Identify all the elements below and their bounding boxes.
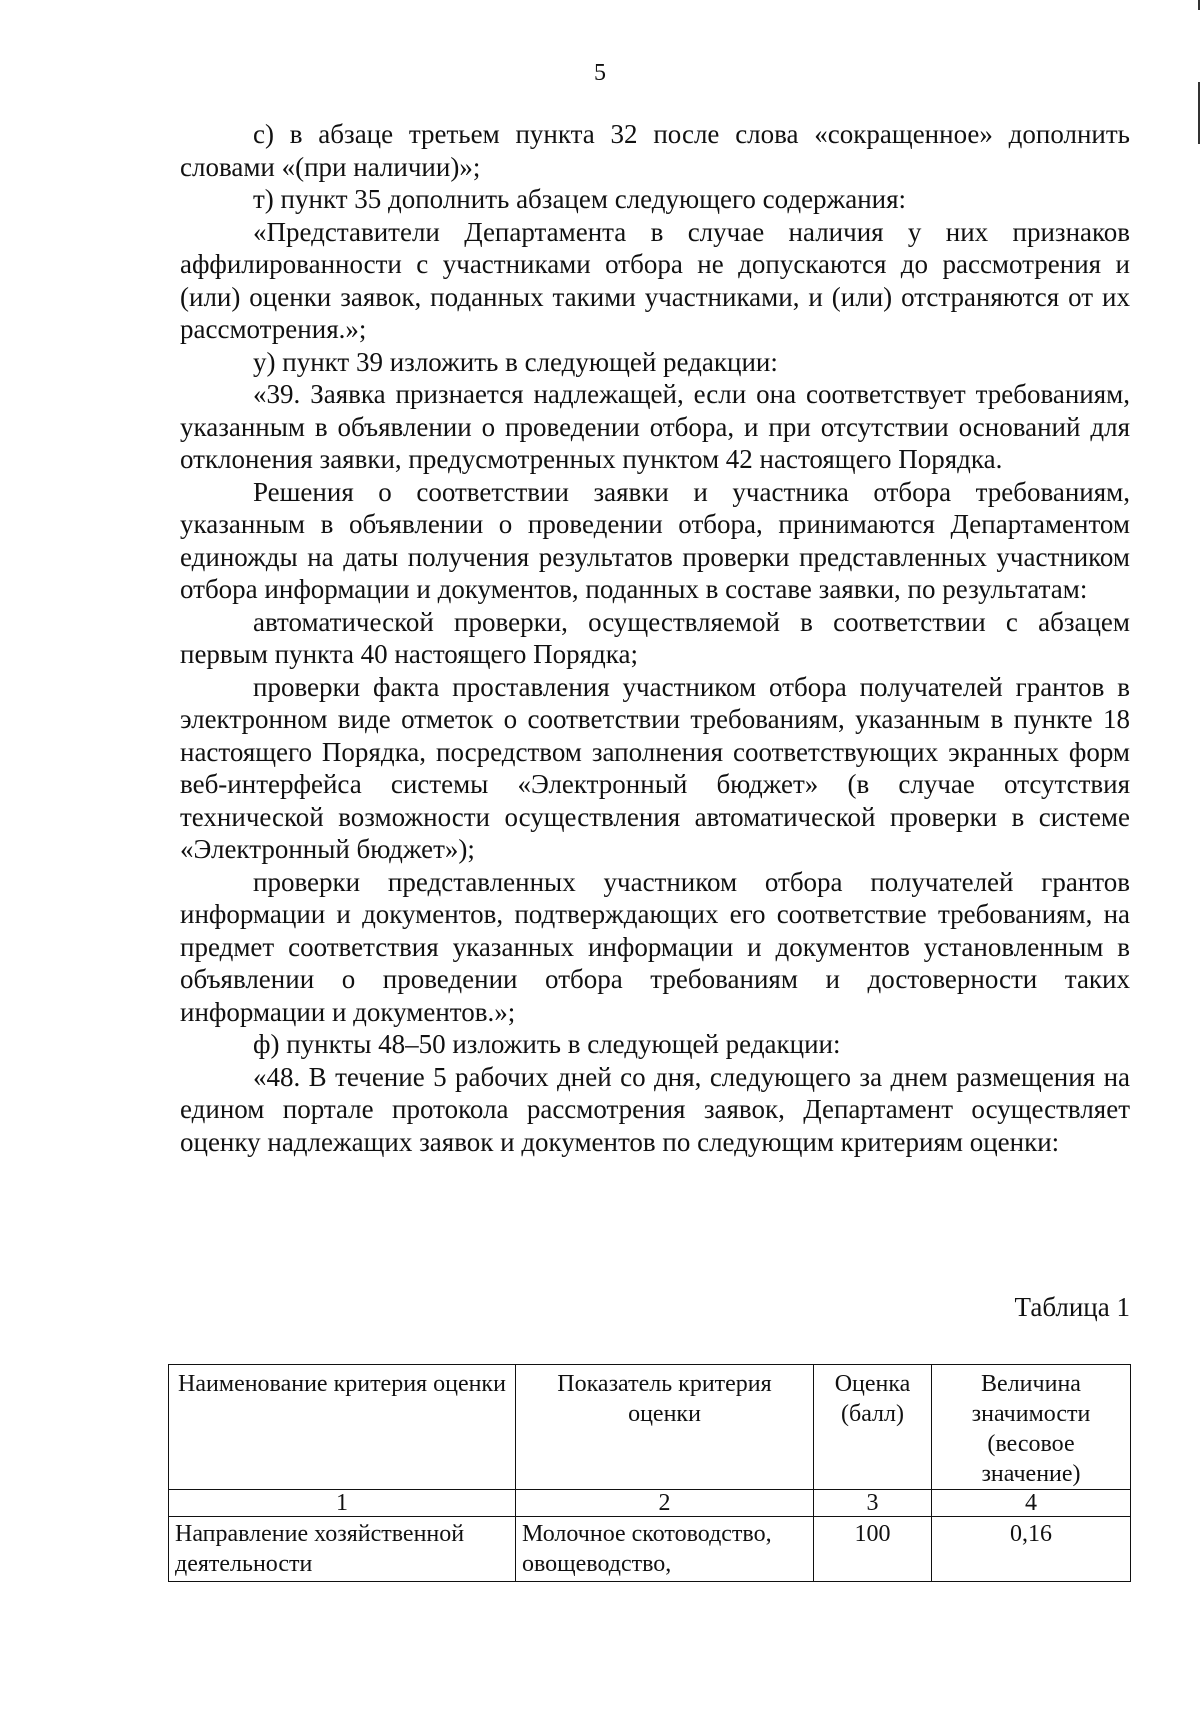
cell-criterion: Направление хозяйственной деятельности	[169, 1517, 516, 1582]
paragraph-documents-check: проверки представленных участником отбора получателей грантов информации и документов, подтверждающих его соответствие требованиям, на предмет соответствия указанных информации и документов установленным в объявлении о проведении отбора требованиям и достоверности таких информации и документов.»;	[180, 866, 1130, 1027]
paragraph-t-quote: «Представители Департамента в случае наличия у них признаков аффилированности с участниками отбора не допускаются до рассмотрения и (или) оценки заявок, поданных такими участниками, и (или) отстраняются от их рассмотрения.»;	[180, 216, 1130, 344]
table-caption: Таблица 1	[1014, 1292, 1130, 1322]
header-criterion-indicator: Показатель критерия оценки	[516, 1365, 814, 1490]
column-number-row	[169, 1490, 1131, 1517]
document-body	[180, 118, 1130, 1158]
paragraph-auto-check: автоматической проверки, осуществляемой в соответствии с абзацем первым пункта 40 настоящего Порядка;	[180, 606, 1130, 669]
column-number: 4	[932, 1490, 1131, 1517]
table-row	[169, 1517, 1131, 1582]
header-score: Оценка (балл)	[814, 1365, 932, 1490]
column-number: 3	[814, 1490, 932, 1517]
column-number: 1	[169, 1490, 516, 1517]
cell-weight: 0,16	[932, 1517, 1131, 1582]
page-number: 5	[594, 60, 606, 86]
paragraph-s: с) в абзаце третьем пункта 32 после слова «сокращенное» дополнить словами «(при наличии)»;	[180, 119, 1130, 182]
cell-score: 100	[814, 1517, 932, 1582]
paragraph-t: т) пункт 35 дополнить абзацем следующего содержания:	[253, 184, 907, 214]
table-header-row	[169, 1365, 1131, 1490]
criteria-table	[168, 1364, 1131, 1582]
paragraph-39: «39. Заявка признается надлежащей, если она соответствует требованиям, указанным в объявлении о проведении отбора, и при отсутствии оснований для отклонения заявки, предусмотренных пунктом 42 настоящего Порядка.	[180, 379, 1130, 474]
paragraph-marks-check: проверки факта проставления участником отбора получателей грантов в электронном виде отметок о соответствии требованиям, указанным в пункте 18 настоящего Порядка, посредством заполнения соответствующих экранных форм веб-интерфейса системы «Электронный бюджет» (в случае отсутствия технической возможности осуществления автоматической проверки в системе «Электронный бюджет»);	[180, 671, 1130, 864]
header-weight: Величина значимости (весовое значение)	[932, 1365, 1131, 1490]
paragraph-f: ф) пункты 48–50 изложить в следующей редакции:	[253, 1029, 841, 1059]
column-number: 2	[516, 1490, 814, 1517]
paragraph-decisions: Решения о соответствии заявки и участника отбора требованиям, указанным в объявлении о проведении отбора, принимаются Департаментом единожды на даты получения результатов проверки представленных участником отбора информации и документов, поданных в составе заявки, по результатам:	[180, 476, 1130, 604]
header-criterion-name: Наименование критерия оценки	[169, 1365, 516, 1490]
paragraph-u: у) пункт 39 изложить в следующей редакции:	[253, 346, 778, 377]
paragraph-48: «48. В течение 5 рабочих дней со дня, следующего за днем размещения на едином портале протокола рассмотрения заявок, Департамент осуществляет оценку надлежащих заявок и документов по следующим критериям оценки:	[180, 1061, 1130, 1157]
cell-indicator: Молочное скотоводство, овощеводство,	[516, 1517, 814, 1582]
